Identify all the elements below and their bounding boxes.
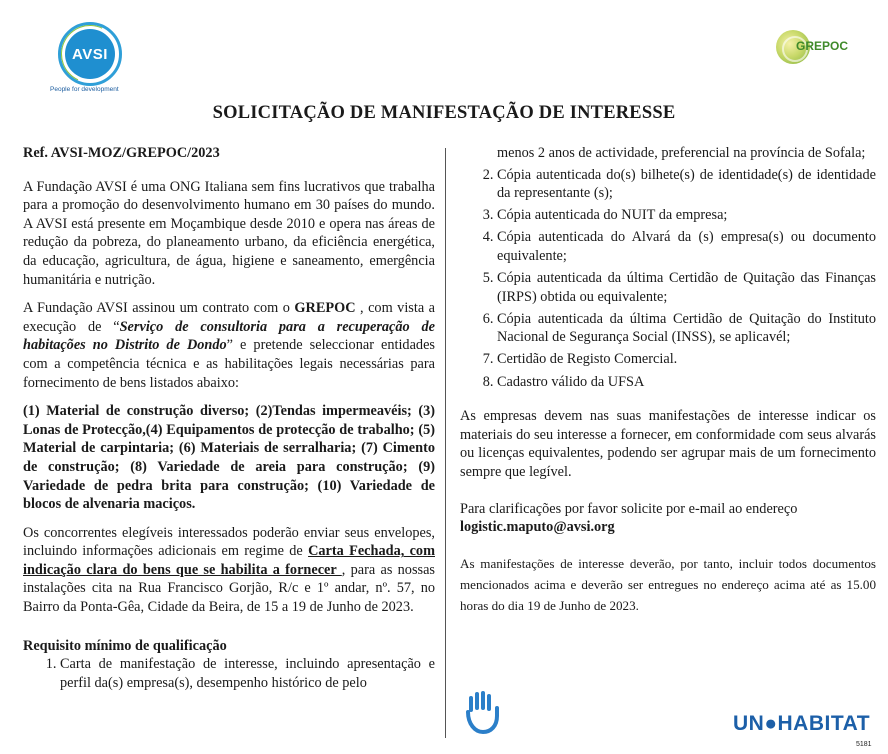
envelope-paragraph: Os concorrentes elegíveis interessados poderão enviar seus envelopes, incluindo informações adicionais em regime de Carta Fechada, com indicação clara do bens que se habilita a fornecer , para as nossas instalações cita na Rua Francisco Gorjão, R/c e 1º andar, nº. 57, no Bairro da Ponta-Gêa, Cidade da Beira, de 15 a 19 de Junho de 2023. [23,524,435,616]
requirements-list-start [23,655,435,692]
requirements-list [460,166,876,392]
grepoc-name: GREPOC [294,300,356,317]
requirement-item: 4. Cópia autenticada do Alvará da (s) empresa(s) ou documento equivalente; [497,228,876,265]
requirement-item-continued: menos 2 anos de actividade, preferencial na província de Sofala; [497,145,866,161]
requirement-item: 5. Cópia autenticada da última Certidão de Quitação das Finanças (IRPS) obtida ou equivalente; [497,269,876,306]
hand-icon [463,690,503,736]
reference-number: Ref. AVSI-MOZ/GREPOC/2023 [23,145,220,161]
requirements-heading: Requisito mínimo de qualificação [23,637,227,654]
right-column [460,144,876,616]
grepoc-logo-text: GREPOC [796,39,849,53]
service-name: Serviço de consultoria para a recuperação de habitações no Distrito de Dondo [23,318,435,354]
materials-list: (1) Material de construção diverso; (2)Tendas impermeavéis; (3) Lonas de Protecção,(4) Equipamentos de protecção de trabalho; (5) Material de carpintaria; (6) Materiais de serralharia; (7) Cimento de construção; (8) Variedade de areia para construção; (9) Variedade de pedra brita para construção; (10) Variedade de blocos de alvenaria maciços. [23,403,435,513]
avsi-logo-mark [58,22,122,86]
requirement-item: 3. Cópia autenticada do NUIT da empresa; [497,206,876,225]
sealed-letter-notice: Carta Fechada, com indicação clara do bens que se habilita a fornecer [23,543,435,578]
document-code: 5181 [856,741,872,748]
avsi-logo-text: AVSI [72,45,108,63]
deadline-paragraph: As manifestações de interesse deverão, por tanto, incluir todos documentos mencionados acima e deverão ser entregues no endereço acima até as 15.00 horas do dia 19 de Junho de 2023. [460,555,876,613]
requirement-item: 6. Cópia autenticada da última Certidão de Quitação do Instituto Nacional de Segurança Social (INSS), se aplicavél; [497,310,876,347]
avsi-tagline: People for development [50,86,119,93]
avsi-logo [50,22,134,96]
requirement-item: 8. Cadastro válido da UFSA [497,373,876,392]
page-title: SOLICITAÇÃO DE MANIFESTAÇÃO DE INTERESSE [212,103,676,123]
requirement-item: 2. Cópia autenticada do(s) bilhete(s) de identidade(s) de identidade da representante (s); [497,166,876,203]
contract-paragraph: A Fundação AVSI assinou um contrato com o GREPOC , com vista a execução de “Serviço de consultoria para a recuperação de habitações no Distrito de Dondo” e pretende seleccionar entidades com a competência técnica e as habilitações legais necessárias para fornecimento de bens listados abaixo: [23,300,435,391]
contact-email[interactable]: logistic.maputo@avsi.org [460,519,615,536]
requirement-item: 7. Certidão de Registo Comercial. [497,350,876,369]
intro-paragraph: A Fundação AVSI é uma ONG Italiana sem fins lucrativos que trabalha para a promoção do desenvolvimento humano em 30 países do mundo. A AVSI está presente em Moçambique desde 2010 e opera nas áreas de redução da pobreza, do planeamento urbano, da eficiência energética, da educação, agricultura, de água, higiene e saneamento, emergência humanitária e nutrição. [23,178,435,288]
requirement-item: 1. Carta de manifestação de interesse, incluindo apresentação e perfil da(s) empresa(s), desempenho histórico de pelo [60,655,435,692]
materials-instructions: As empresas devem nas suas manifestações de interesse indicar os materiais do seu interesse a fornecer, em conformidade com seus alvarás ou licenças equivalentes, podendo ser agrupar mais de um fornecimento sempre que legível. [460,408,876,480]
column-divider [445,148,446,738]
un-habitat-logo: UN●HABITAT [733,712,871,735]
grepoc-logo [776,28,866,68]
contact-intro: Para clarificações por favor solicite por e-mail ao endereço [460,500,798,517]
left-column [23,144,435,694]
